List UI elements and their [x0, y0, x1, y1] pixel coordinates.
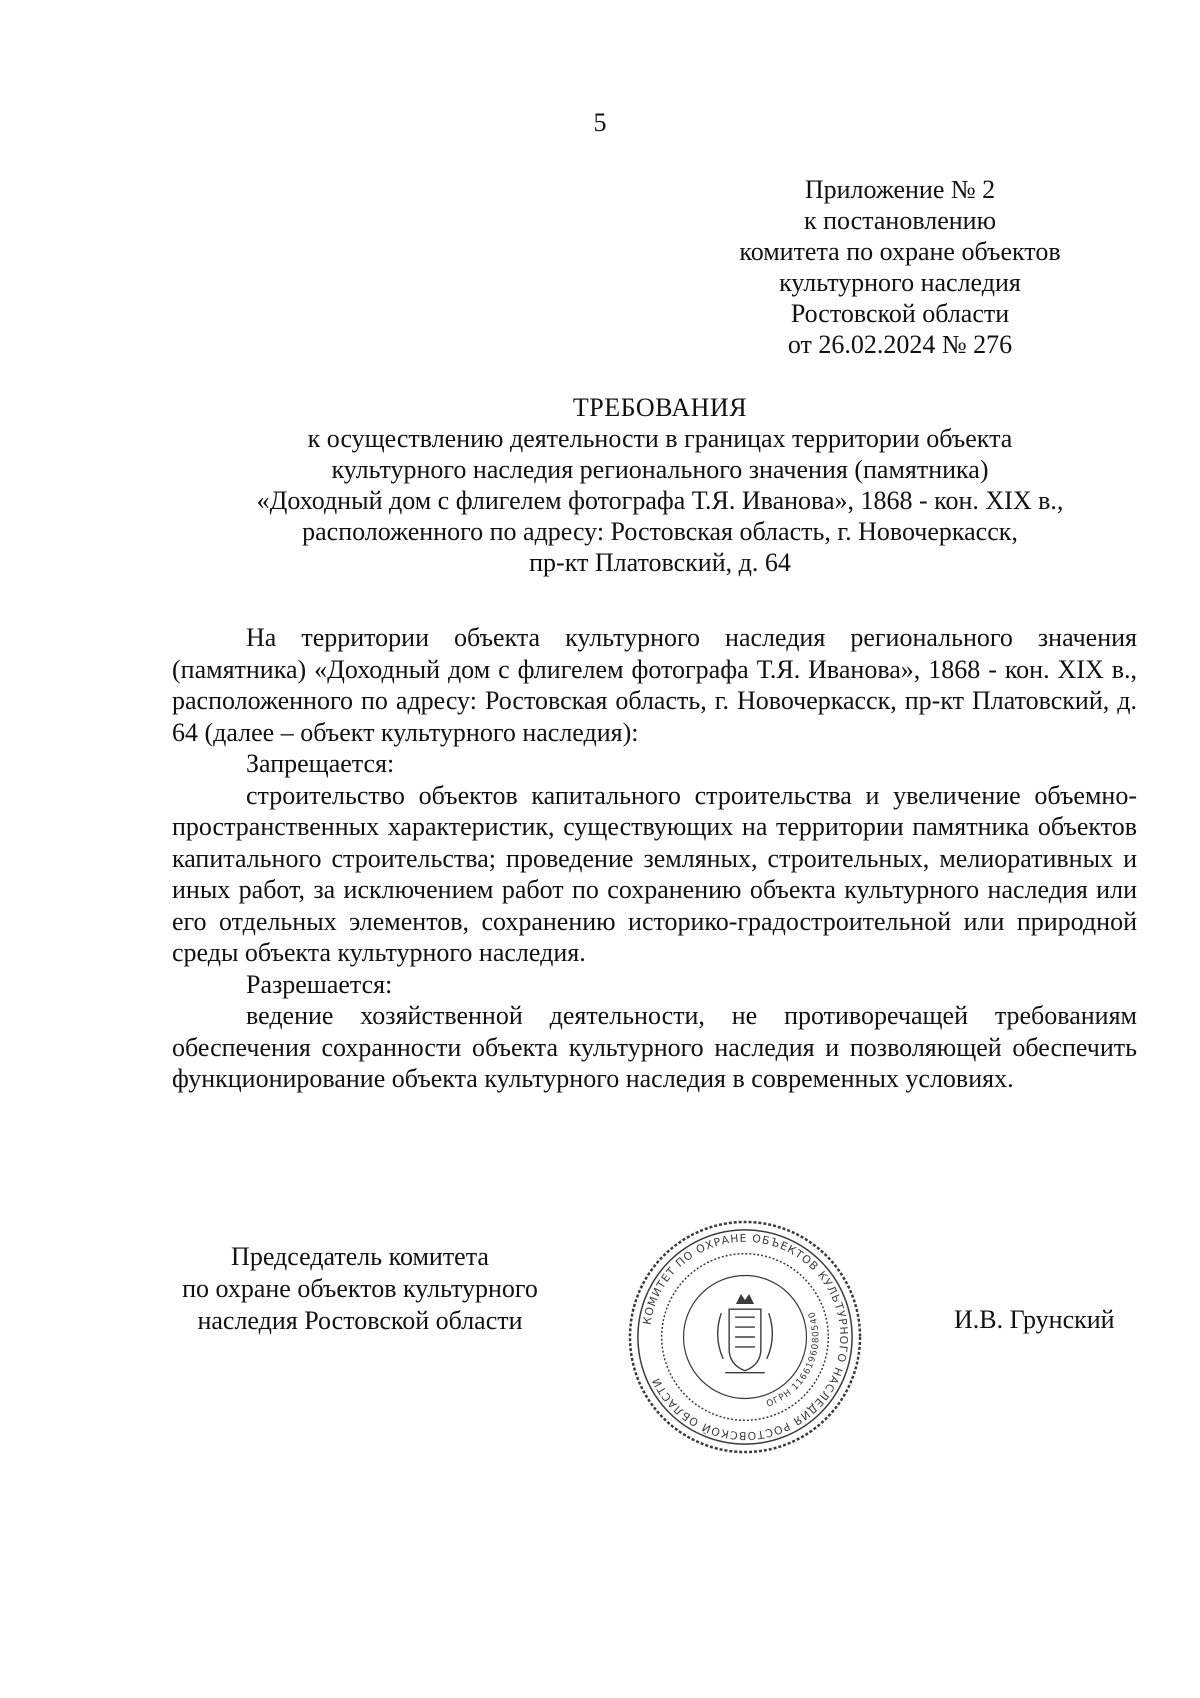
- appendix-line: от 26.02.2024 № 276: [787, 330, 1013, 359]
- title-line: «Доходный дом с флигелем фотографа Т.Я. Иванова», 1868 - кон. XIX в.,: [256, 486, 1064, 515]
- title-line: расположенного по адресу: Ростовская область, г. Новочеркасск,: [302, 517, 1018, 546]
- permitted-heading: Разрешается:: [246, 969, 393, 999]
- appendix-block: [700, 174, 1100, 360]
- appendix-line: комитета по охране объектов: [739, 237, 1061, 266]
- title-line: культурного наследия регионального значения (памятника): [331, 455, 989, 484]
- signatory-line: наследия Ростовской области: [197, 1306, 523, 1335]
- document-body: [172, 622, 1137, 1095]
- title-line: пр-кт Платовский, д. 64: [529, 548, 791, 577]
- appendix-line: Ростовской области: [790, 299, 1010, 328]
- svg-text:КОМИТЕТ ПО ОХРАНЕ ОБЪЕКТОВ КУЛ: КОМИТЕТ ПО ОХРАНЕ ОБЪЕКТОВ КУЛЬТУРНОГО НАСЛЕДИЯ РОСТОВСКОЙ ОБЛАСТИ: [640, 1231, 851, 1443]
- official-seal: [626, 1218, 864, 1456]
- signer-name: И.В. Грунский: [954, 1305, 1115, 1334]
- appendix-line: Приложение № 2: [804, 175, 996, 204]
- body-paragraph: ведение хозяйственной деятельности, не противоречащей требованиям обеспечения сохранности объекта культурного наследия и позволяющей обеспечить функционирование объекта культурного наследия в современных условиях.: [172, 1001, 1137, 1093]
- coat-of-arms-icon: [718, 1295, 773, 1372]
- signatory-title: [160, 1241, 560, 1337]
- prohibited-heading: Запрещается:: [246, 749, 395, 778]
- body-paragraph: На территории объекта культурного наследия регионального значения (памятника) «Доходный дом с флигелем фотографа Т.Я. Иванова», 1868 - кон. XIX в., расположенного по адресу: Ростовская область, г. Новочеркасск, пр-кт Платовский, д. 64 (далее – объект культурного наследия):: [172, 623, 1137, 747]
- appendix-line: к постановлению: [803, 206, 997, 235]
- title-line: к осуществлению деятельности в границах территории объекта: [307, 424, 1013, 453]
- body-paragraph: строительство объектов капитального строительства и увеличение объемно-пространственных характеристик, существующих на территории памятника объектов капитального строительства; проведение земляных, строительных, мелиоративных и иных работ, за исключением работ по сохранению объекта культурного наследия или его отдельных элементов, сохранению историко-градостроительной или природной среды объекта культурного наследия.: [172, 780, 1137, 967]
- signatory-line: Председатель комитета: [231, 1242, 489, 1271]
- document-title: [120, 392, 1200, 578]
- signatory-line: по охране объектов культурного: [182, 1274, 538, 1303]
- appendix-line: культурного наследия: [779, 268, 1021, 297]
- page-number: 5: [593, 108, 607, 137]
- title-heading: ТРЕБОВАНИЯ: [572, 393, 748, 422]
- svg-text:ОГРН 1166196080540: ОГРН 1166196080540: [765, 1309, 822, 1410]
